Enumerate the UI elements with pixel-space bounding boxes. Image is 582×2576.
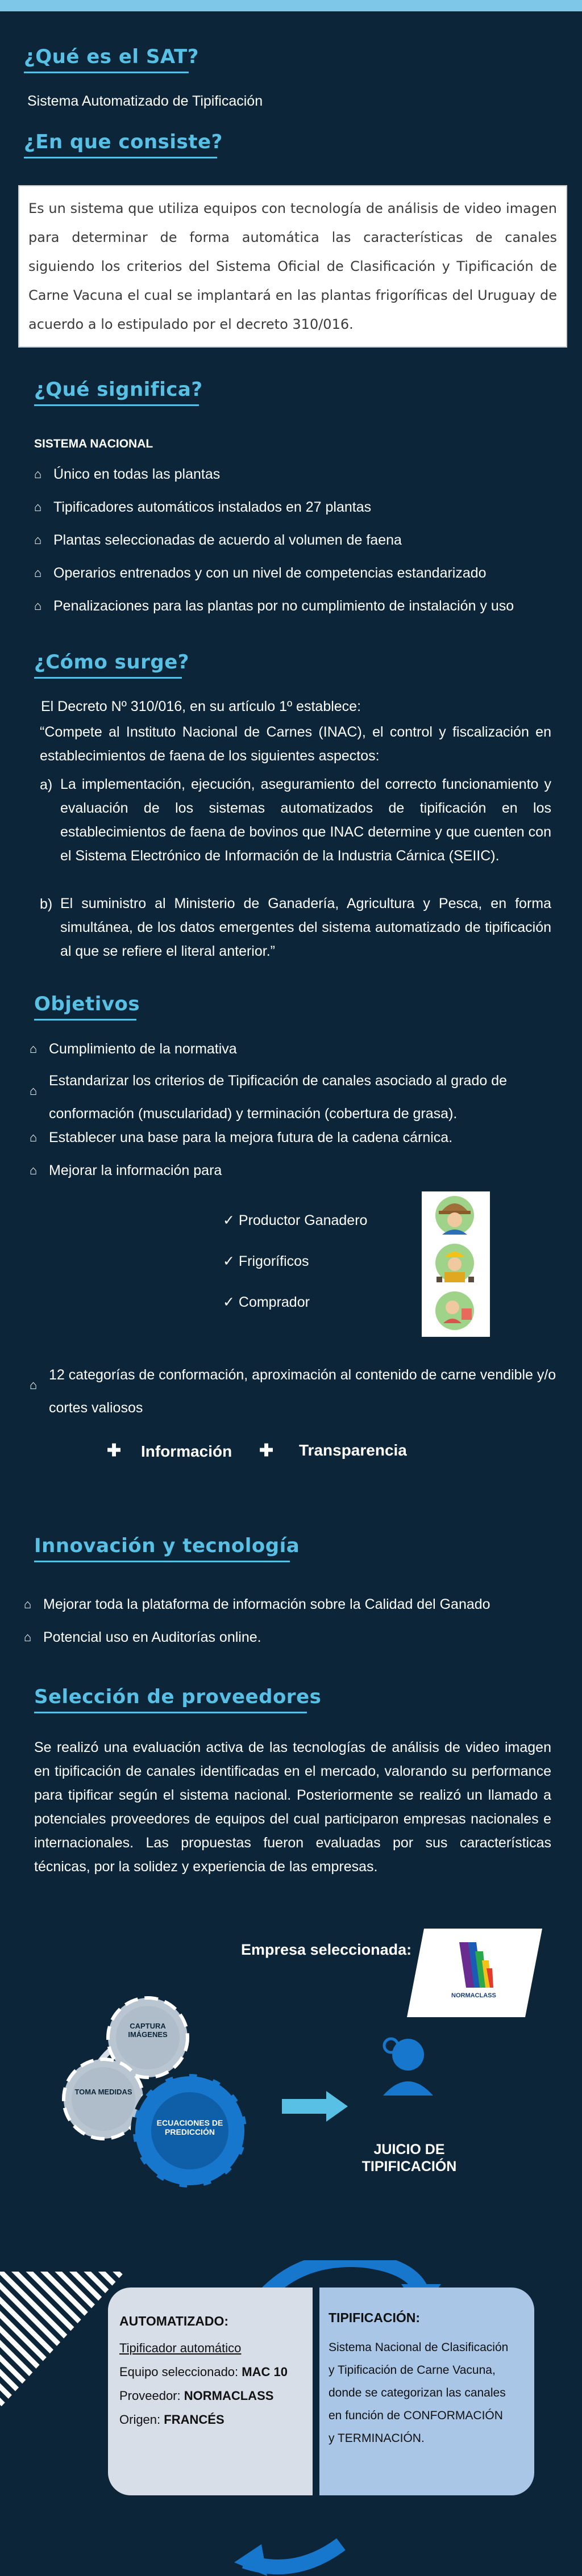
gear-toma-label: TOMA MEDIDAS — [74, 2088, 132, 2096]
automatizado-subtitle: Tipificador automático — [119, 2341, 242, 2355]
list-item: ⌂ Estandarizar los criterios de Tipificación de canales asociado al grado de conformación (muscularidad) y terminación (cobertura de grasa). — [30, 1073, 508, 1122]
beneficiario-comprador: ✓ Comprador — [223, 1294, 310, 1310]
list-item: ⌂ Mejorar toda la plataforma de información sobre la Calidad del Ganado — [24, 1596, 490, 1612]
list-item: ⌂ Único en todas las plantas — [34, 466, 221, 482]
sat-title: ¿Qué es el SAT? — [24, 45, 199, 68]
bullet-icon: ⌂ — [34, 500, 42, 514]
logo-text: NORMACLASS — [451, 1992, 496, 1999]
surge-intro: El Decreto Nº 310/016, en su artículo 1º establece: — [41, 699, 361, 714]
automatizado-title: AUTOMATIZADO: — [119, 2314, 229, 2328]
sat-title-underline — [24, 72, 189, 73]
consiste-title-underline — [24, 157, 217, 158]
bullet-icon: ⌂ — [34, 467, 42, 481]
list-item: ⌂ Penalizaciones para las plantas por no cumplimiento de instalación y uso — [34, 598, 514, 614]
people-icons — [422, 1191, 490, 1337]
list-item: ⌂ Plantas seleccionadas de acuerdo al volumen de faena — [34, 532, 402, 548]
significa-title: ¿Qué significa? — [34, 378, 203, 401]
surge-item-b-marker: b) — [40, 896, 53, 912]
bullet-icon: ⌂ — [30, 1042, 38, 1056]
list-item: ⌂ 12 categorías de conformación, aproximación al contenido de carne vendible y/o cortes valiosos — [30, 1367, 556, 1416]
beneficiarios-icons — [422, 1191, 490, 1337]
tipificacion-text: Sistema Nacional de Clasificación y Tipificación de Carne Vacuna, donde se categorizan las canales en función de CONFORMACIÓN y TERMINACIÓN. — [329, 2341, 509, 2445]
bullet-icon: ⌂ — [30, 1130, 38, 1144]
sat-text: Sistema Automatizado de Tipificación — [27, 93, 263, 109]
arrow-right-icon — [282, 2091, 348, 2122]
proveedores-title-underline — [34, 1712, 307, 1713]
proveedores-text: Se realizó una evaluación activa de las tecnologías de análisis de video imagen en tipificación de canales identificadas en el mercado, valorando su performance para tipificar según el sistema nacional. Posteriormente se realizó un llamado a potenciales proveedores de equipos del cual participaron empresas nacionales e internacionales. Las propuestas fueron evaluadas por sus características técnicas, por la solidez y experiencia de las empresas. — [34, 1739, 551, 1875]
significa-label: SISTEMA NACIONAL — [34, 437, 153, 450]
innovacion-title-underline — [34, 1561, 290, 1562]
plus-icon: ✚ — [259, 1441, 274, 1460]
automatizado-equipo: Equipo seleccionado: MAC 10 — [119, 2365, 288, 2379]
bullet-icon: ⌂ — [34, 566, 42, 580]
consiste-title: ¿En que consiste? — [24, 131, 223, 153]
objetivos-list — [30, 1040, 558, 1195]
process-diagram — [0, 1988, 582, 2215]
significa-list — [34, 466, 563, 630]
top-accent-bar — [0, 0, 582, 11]
empresa-label: Empresa seleccionada: — [241, 1941, 412, 1958]
surge-title: ¿Cómo surge? — [34, 651, 189, 674]
list-item: ⌂ Mejorar la información para — [30, 1162, 222, 1178]
farmer-icon — [435, 1196, 474, 1235]
innovacion-list — [24, 1596, 564, 1662]
bullet-icon: ⌂ — [34, 533, 42, 547]
tipificacion-card — [319, 2288, 534, 2495]
surge-item-a: La implementación, ejecución, aseguramiento del correcto funcionamiento y evaluación de los sistemas automatizados de tipificación en los establecimientos de faena de bovinos que INAC determine y que cuenten con el Sistema Electrónico de Información de la Industria Cárnica (SEIIC). — [60, 776, 551, 864]
bullet-icon: ⌂ — [30, 1378, 38, 1392]
gear-ecuaciones-label: ECUACIONES DE PREDICCIÓN — [156, 2118, 223, 2136]
consiste-text: Es un sistema que utiliza equipos con tecnología de análisis de video imagen para determinar de forma automática las características de canales siguiendo los criterios del Sistema Oficial de Clasificación y Tipificación de Carne Vacuna el cual se implantará en las plantas frigoríficas del Uruguay de acuerdo a lo estipulado por el decreto 310/016. — [28, 200, 557, 332]
striped-decoration — [0, 2272, 125, 2408]
plus-informacion: Información — [141, 1442, 232, 1460]
list-item: ⌂ Tipificadores automáticos instalados en 27 plantas — [34, 499, 372, 515]
significa-title-underline — [34, 404, 199, 406]
list-item: ⌂ Operarios entrenados y con un nivel de competencias estandarizado — [34, 565, 487, 581]
automatizado-proveedor: Proveedor: NORMACLASS — [119, 2389, 274, 2403]
inspector-icon — [383, 2039, 433, 2096]
gear-captura-label: CAPTURA IMÁGENES — [128, 2022, 168, 2039]
objetivos-categorias-list — [30, 1358, 558, 1424]
bullet-icon: ⌂ — [24, 1597, 32, 1611]
automatizado-card — [108, 2288, 313, 2495]
bullet-icon: ⌂ — [34, 599, 42, 613]
bullet-icon: ⌂ — [24, 1630, 32, 1644]
consiste-box — [18, 185, 567, 348]
plus-icon: ✚ — [107, 1441, 122, 1460]
surge-title-underline — [34, 677, 182, 679]
worker-icon — [435, 1244, 474, 1282]
beneficiario-productor: ✓ Productor Ganadero — [223, 1212, 368, 1228]
bullet-icon: ⌂ — [30, 1084, 38, 1098]
list-item: ⌂ Cumplimiento de la normativa — [30, 1041, 237, 1057]
tipificacion-title: TIPIFICACIÓN: — [329, 2310, 420, 2325]
cycle-arrowhead-bottom — [234, 2544, 267, 2576]
innovacion-title: Innovación y tecnología — [34, 1534, 300, 1557]
bullet-icon: ⌂ — [30, 1163, 38, 1177]
surge-item-a-marker: a) — [40, 777, 53, 793]
automatizado-origen: Origen: FRANCÉS — [119, 2412, 225, 2427]
plus-transparencia: Transparencia — [299, 1441, 407, 1459]
list-item: ⌂ Establecer una base para la mejora futura de la cadena cárnica. — [30, 1130, 453, 1145]
objetivos-title-underline — [34, 1019, 136, 1021]
objetivos-title: Objetivos — [34, 993, 140, 1015]
surge-item-b: El suministro al Ministerio de Ganadería, Agricultura y Pesca, en forma simultánea, de los datos emergentes del sistema automatizado de tipificación al que se refiere el literal anterior.” — [60, 896, 551, 959]
juicio-label: JUICIO DE TIPIFICACIÓN — [361, 2142, 457, 2174]
buyer-icon — [435, 1291, 474, 1330]
proveedores-title: Selección de proveedores — [34, 1686, 322, 1708]
list-item: ⌂ Potencial uso en Auditorías online. — [24, 1629, 261, 1645]
surge-quote: “Compete al Instituto Nacional de Carnes (INAC), el control y fiscalización en establecimientos de faena de los siguientes aspectos: — [40, 724, 551, 764]
beneficiario-frigorificos: ✓ Frigoríficos — [223, 1253, 309, 1269]
